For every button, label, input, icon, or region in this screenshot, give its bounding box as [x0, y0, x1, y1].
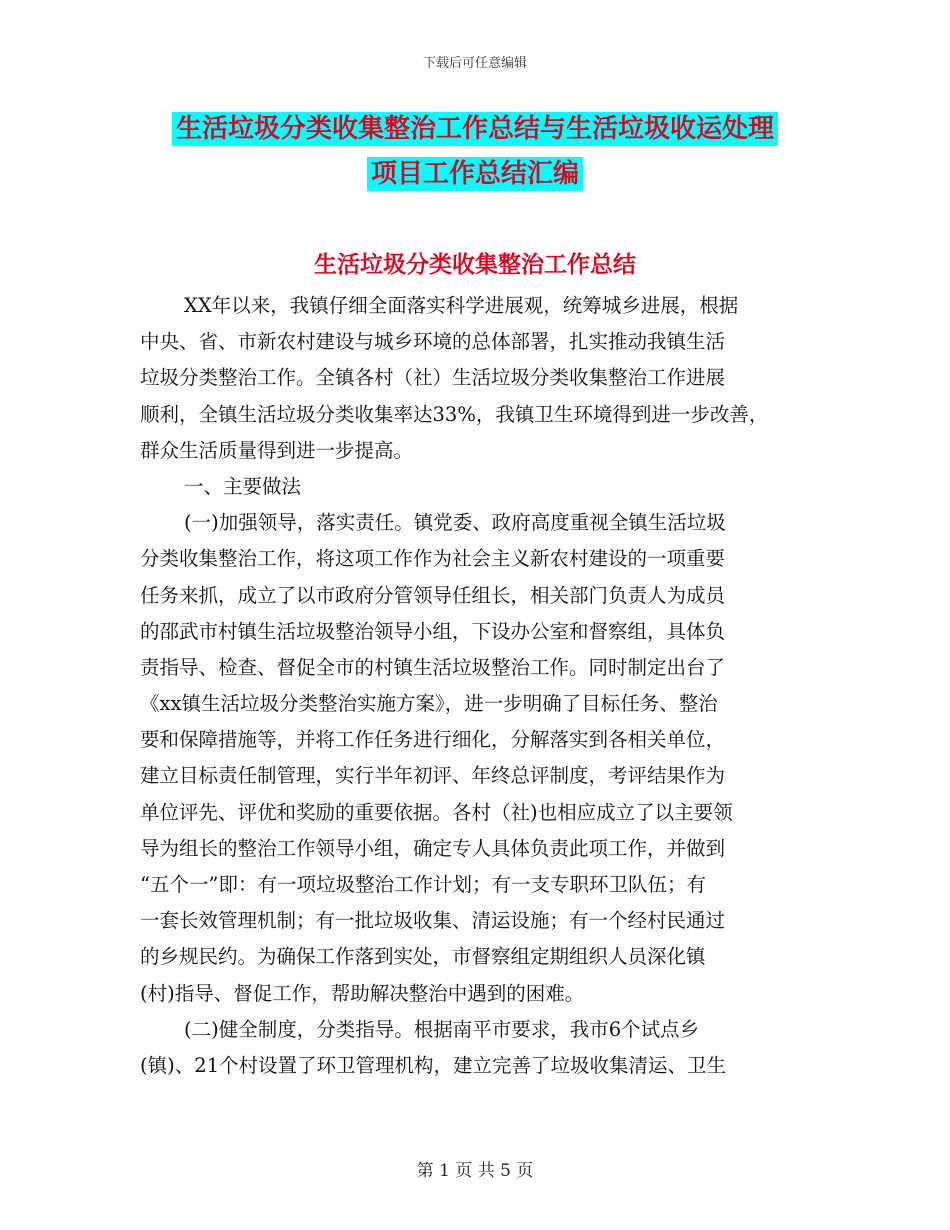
- text-line: 一、主要做法: [184, 474, 302, 498]
- text-line: 责指导、检查、督促全市的村镇生活垃圾整治工作。同时制定出台了: [140, 655, 726, 679]
- text-line: 垃圾分类整治工作。全镇各村（社）生活垃圾分类收集整治工作进展: [140, 366, 726, 390]
- text-line: XX年以来，我镇仔细全面落实科学进展观，统筹城乡进展，根据: [184, 294, 739, 317]
- text-line: 的乡规民约。为确保工作落到实处，市督察组定期组织人员深化镇: [140, 945, 706, 969]
- text-line: (二)健全制度，分类指导。根据南平市要求，我市6个试点乡: [184, 1017, 700, 1041]
- text-line: 顺利，全镇生活垃圾分类收集率达33%，我镇卫生环境得到进一步改善，: [140, 402, 769, 426]
- document-title-line-1: 生活垃圾分类收集整治工作总结与生活垃圾收运处理: [0, 112, 950, 146]
- text-line: 群众生活质量得到进一步提高。: [140, 438, 414, 462]
- text-line: 要和保障措施等，并将工作任务进行细化，分解落实到各相关单位，: [140, 728, 726, 752]
- text-line: 导为组长的整治工作领导小组，确定专人具体负责此项工作，并做到: [140, 836, 726, 860]
- text-line: (村)指导、督促工作，帮助解决整治中遇到的困难。: [140, 981, 585, 1005]
- text-line: 中央、省、市新农村建设与城乡环境的总体部署，扎实推动我镇生活: [140, 330, 726, 354]
- text-line: 单位评先、评优和奖励的重要依据。各村（社)也相应成立了以主要领: [140, 800, 733, 824]
- section-title: 生活垃圾分类收集整治工作总结: [314, 252, 636, 278]
- text-line: “五个一”即：有一项垃圾整治工作计划；有一支专职环卫队伍；有: [140, 873, 706, 896]
- document-title-line-2: 项目工作总结汇编: [0, 157, 950, 191]
- body-text: [140, 288, 830, 1084]
- text-line: (一)加强领导，落实责任。镇党委、政府高度重视全镇生活垃圾: [184, 511, 726, 535]
- text-line: 一套长效管理机制；有一批垃圾收集、清运设施；有一个经村民通过: [140, 909, 726, 933]
- text-line: (镇)、21个村设置了环卫管理机构，建立完善了垃圾收集清运、卫生: [140, 1053, 727, 1077]
- page-number: 第 1 页 共 5 页: [416, 1161, 534, 1181]
- text-line: 《xx镇生活垃圾分类整治实施方案》，进一步明确了目标任务、整治: [140, 692, 718, 716]
- text-line: 的邵武市村镇生活垃圾整治领导小组，下设办公室和督察组，具体负: [140, 619, 726, 643]
- text-line: 任务来抓，成立了以市政府分管领导任组长，相关部门负责人为成员: [140, 583, 726, 607]
- text-line: 建立目标责任制管理，实行半年初评、年终总评制度，考评结果作为: [140, 764, 726, 788]
- text-line: 分类收集整治工作，将这项工作作为社会主义新农村建设的一项重要: [140, 547, 726, 571]
- page-header-note: 下载后可任意编辑: [422, 56, 527, 71]
